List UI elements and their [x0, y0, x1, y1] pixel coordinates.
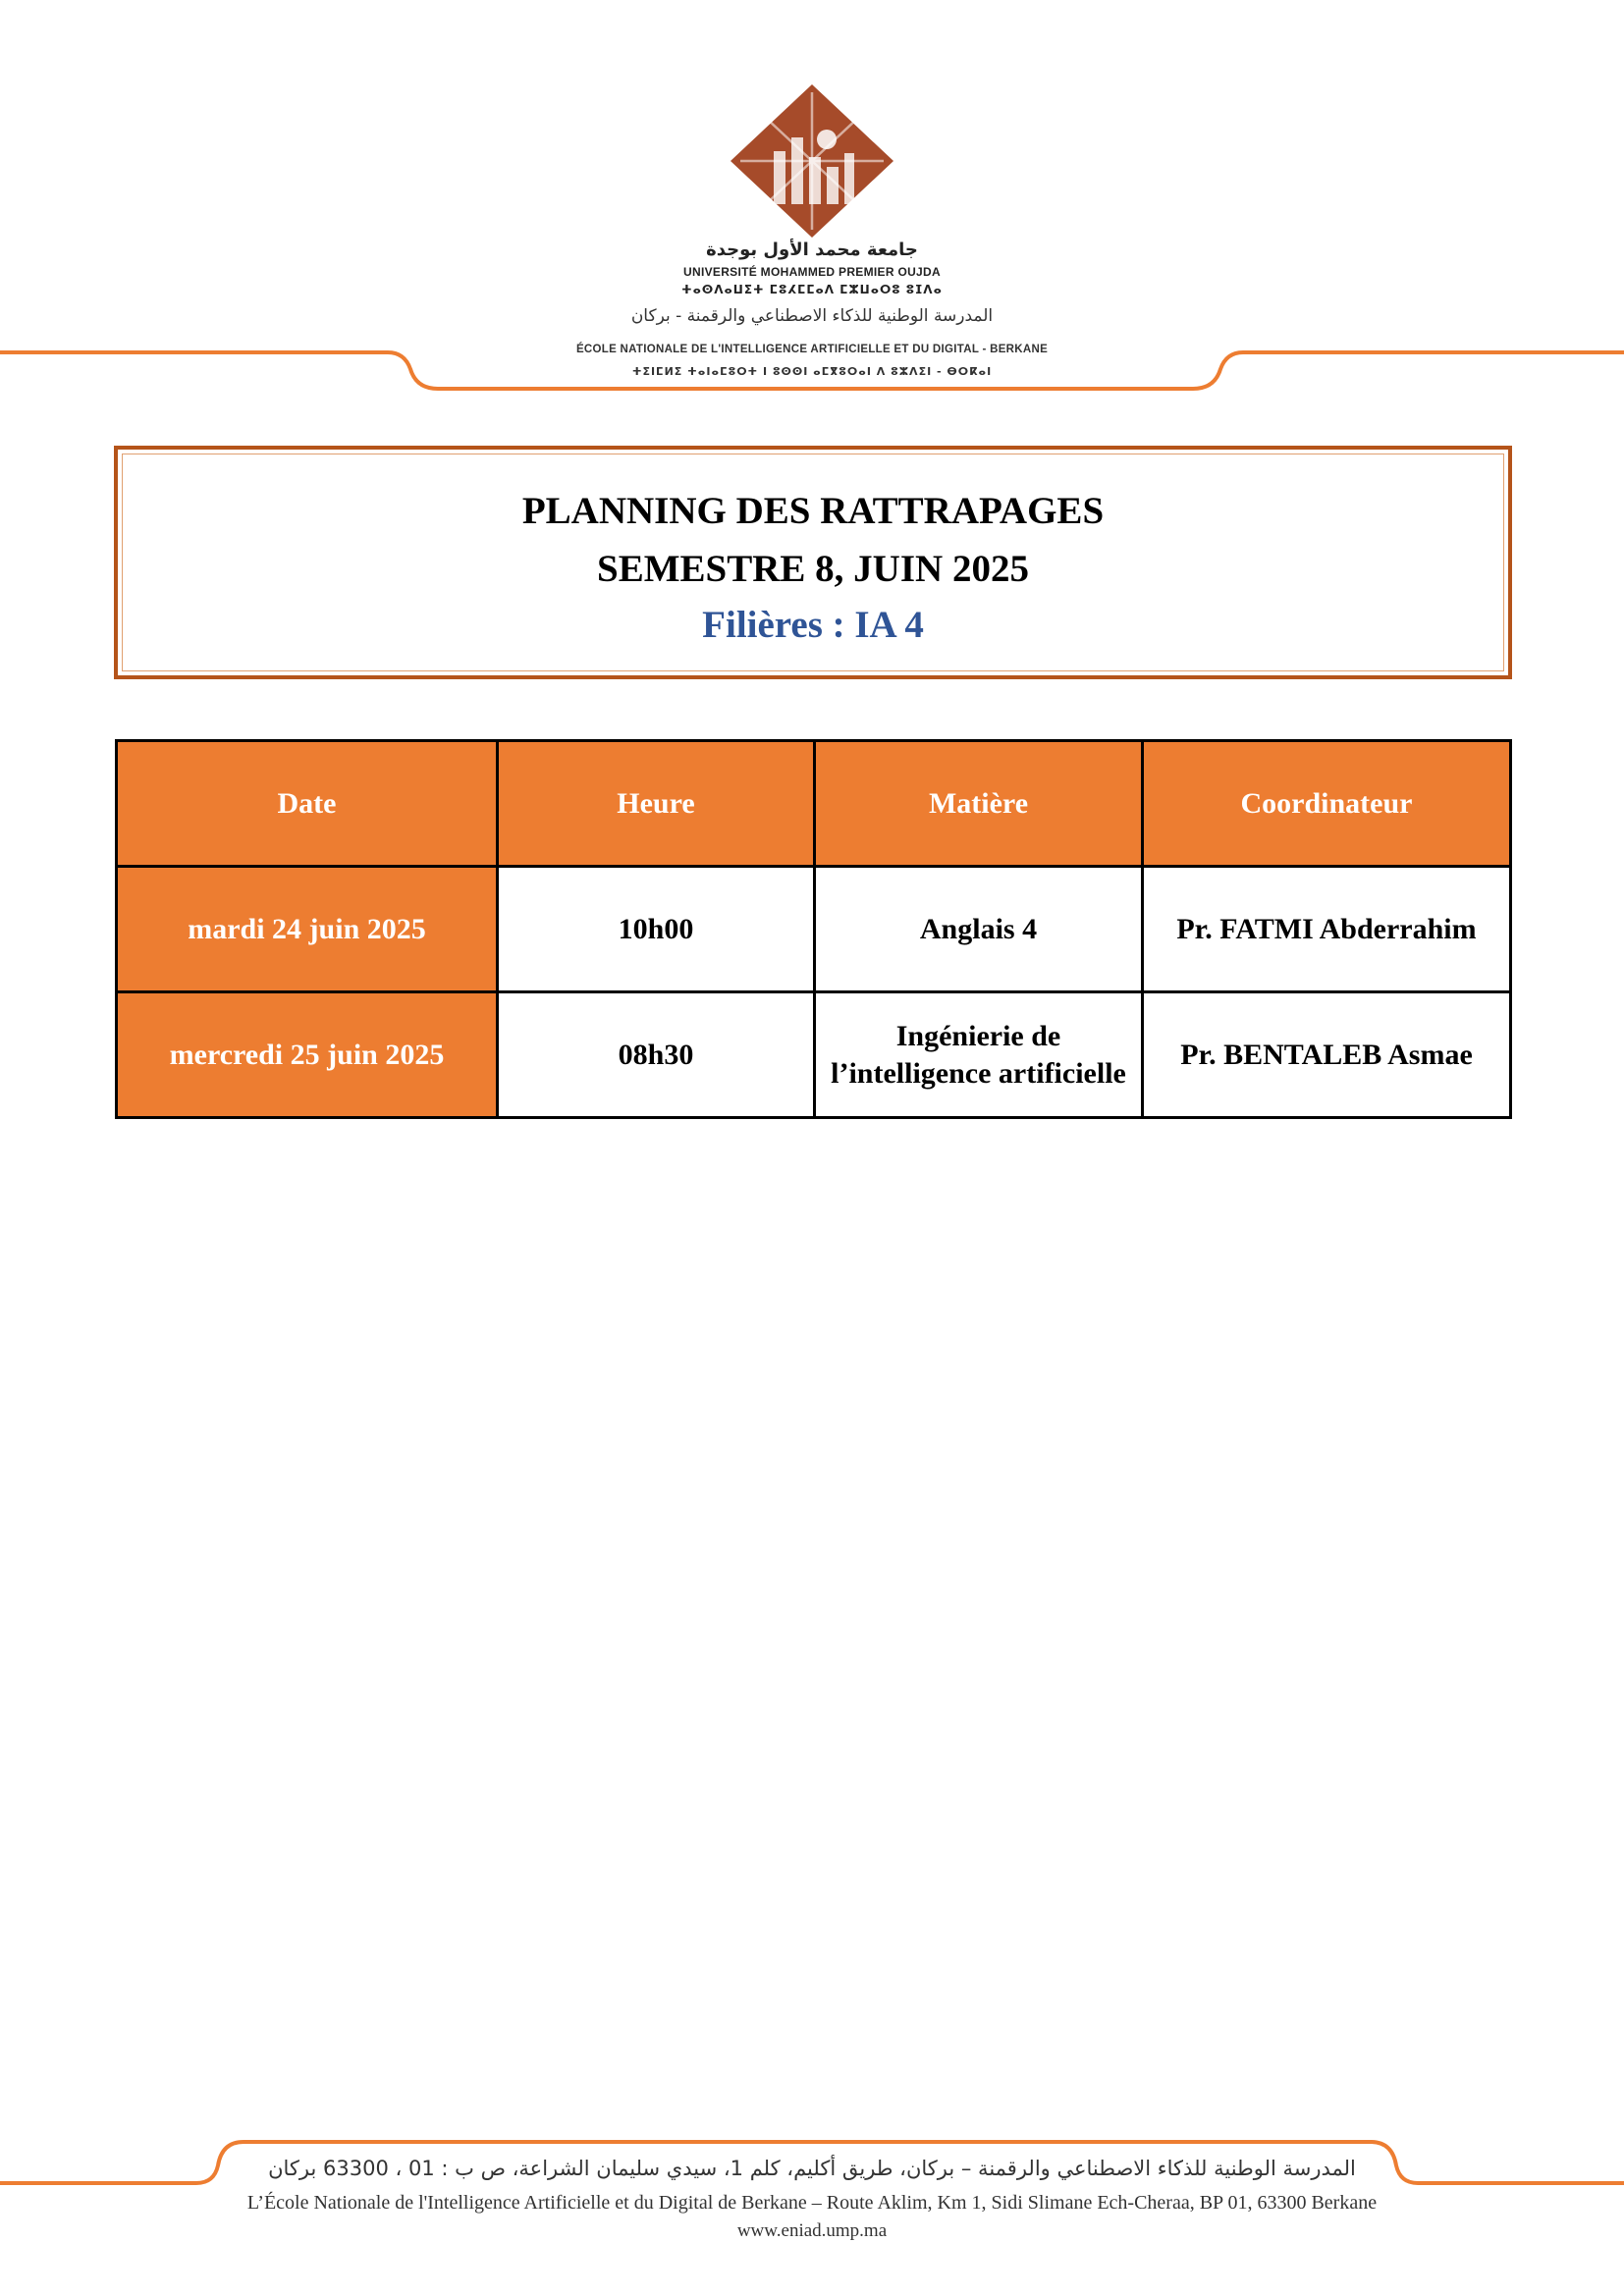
cell-date: mardi 24 juin 2025 [117, 867, 498, 992]
school-name-arabic: المدرسة الوطنية للذكاء الاصطناعي والرقمنة - بركان [630, 306, 994, 326]
table-header-row [117, 741, 1511, 867]
header-decorative-line [0, 344, 1624, 402]
cell-coordinateur: Pr. FATMI Abderrahim [1143, 867, 1511, 992]
column-header-coordinateur: Coordinateur [1143, 741, 1511, 867]
semester-subtitle: SEMESTRE 8, JUIN 2025 [597, 548, 1029, 590]
school-name-french: ÉCOLE NATIONALE DE L'INTELLIGENCE ARTIFICIELLE ET DU DIGITAL - BERKANE [575, 344, 1049, 355]
cell-heure: 08h30 [498, 992, 815, 1118]
program-subtitle: Filières : IA 4 [702, 604, 924, 646]
column-header-date: Date [117, 741, 498, 867]
cell-date: mercredi 25 juin 2025 [117, 992, 498, 1118]
document-title: PLANNING DES RATTRAPAGES [521, 490, 1105, 532]
cell-heure: 10h00 [498, 867, 815, 992]
footer-address-french: L’École Nationale de l'Intelligence Artificielle et du Digital de Berkane – Route Aklim, Km 1, Sidi Slimane Ech-Cheraa, BP 01, 63300 Berkane [246, 2192, 1378, 2214]
university-name-french: UNIVERSITÉ MOHAMMED PREMIER OUJDA [683, 265, 941, 279]
university-name-arabic: جامعة محمد الأول بوجدة [706, 240, 918, 260]
footer-website: www.eniad.ump.ma [736, 2220, 888, 2241]
title-box [114, 446, 1512, 679]
footer-address-arabic: المدرسة الوطنية للذكاء الاصطناعي والرقمنة – بركان، طريق أكليم، كلم 1، سيدي سليمان الشراعة، ص ب : 01 ، 63300 بركان [268, 2157, 1356, 2180]
cell-matiere: Ingénierie de l’intelligence artificielle [815, 992, 1143, 1118]
column-header-heure: Heure [498, 741, 815, 867]
university-logo [727, 82, 897, 240]
schedule-table [115, 739, 1512, 1119]
table-row [117, 867, 1511, 992]
column-header-matiere: Matière [815, 741, 1143, 867]
cell-coordinateur: Pr. BENTALEB Asmae [1143, 992, 1511, 1118]
university-name-tifinagh: ⵜⴰⵙⴷⴰⵡⵉⵜ ⵎⵓⵃⵎⵎⴰⴷ ⵎⵣⵡⴰⵔⵓ ⵓⵊⴷⴰ [681, 283, 943, 296]
cell-matiere: Anglais 4 [815, 867, 1143, 992]
table-row [117, 992, 1511, 1118]
school-name-tifinagh: ⵜⵉⵏⵎⵍⵉ ⵜⴰⵏⴰⵎⵓⵔⵜ ⵏ ⵓⵙⵙⵏ ⴰⵎⴳⵓⵔⴰⵏ ⴷ ⵓⵣⴷⵉⵏ - ⴱⵔⴽⴰⵏ [631, 365, 993, 378]
